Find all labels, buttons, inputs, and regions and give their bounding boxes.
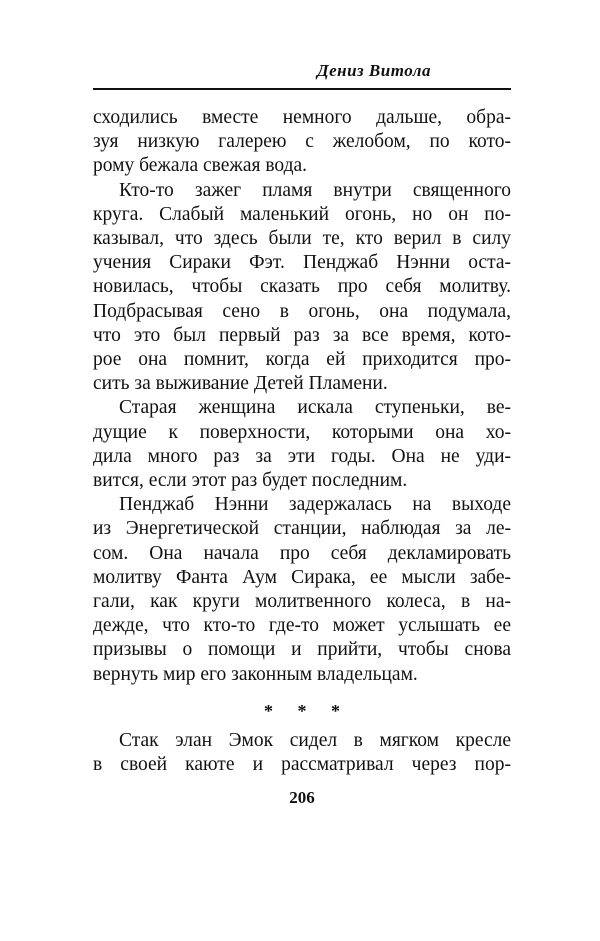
author-name: Дениз Витола [316,61,431,80]
running-header [93,56,511,86]
text-line: что это был первый раз за все время, кото- [93,324,511,346]
text-line: молитву Фанта Аум Сирака, ее мысли забе- [93,566,511,588]
text-line: круга. Слабый маленький огонь, но он по- [93,203,511,225]
paragraph [93,396,511,493]
text-line: сить за выживание Детей Пламени. [93,373,388,395]
text-line: Кто-то зажег пламя внутри священного [119,179,511,201]
text-line: вится, если этот раз будет последним. [93,470,408,492]
paragraph [93,179,511,397]
text-line: гали, как круги молитвенного колеса, в на- [93,591,511,613]
header-divider [93,88,511,90]
body-text [93,106,511,777]
page-number: 206 [289,788,315,807]
text-line: из Энергетической станции, наблюдая за ле- [93,518,511,540]
text-line: дущие к поверхности, которыми она хо- [93,421,511,443]
text-line: сходились вместе немного дальше, обра- [93,107,511,128]
paragraph [93,729,511,777]
text-line: Пенджаб Нэнни задержалась на выходе [119,494,511,516]
text-line: Подбрасывая сено в огонь, она подумала, [93,300,511,322]
text-line: Стак элан Эмок сидел в мягком кресле [119,730,511,752]
text-line: в своей каюте и рассматривал через пор- [93,754,511,776]
text-line: новилась, чтобы сказать про себя молитву. [93,276,511,298]
text-line: сом. Она начала про себя декламировать [93,542,511,564]
paragraph [93,106,511,179]
section-separator: * * * [264,700,350,721]
text-line: рое она помнит, когда ей приходится про- [93,349,511,371]
text-line: дила много раз за эти годы. Она не уди- [93,445,511,467]
text-line: зуя низкую галерею с желобом, по кото- [93,131,511,153]
text-line: казывал, что здесь были те, кто верил в силу [93,228,511,250]
text-line: вернуть мир его законным владельцам. [93,663,418,685]
text-line: учения Сираки Фэт. Пенджаб Нэнни оста- [93,252,511,274]
text-line: призывы о помощи и прийти, чтобы снова [93,639,511,661]
text-line: Старая женщина искала ступеньки, ве- [119,397,511,419]
paragraph [93,493,511,687]
text-line: рому бежала свежая вода. [93,155,308,177]
text-line: дежде, что кто-то где-то может услышать ее [93,615,511,637]
